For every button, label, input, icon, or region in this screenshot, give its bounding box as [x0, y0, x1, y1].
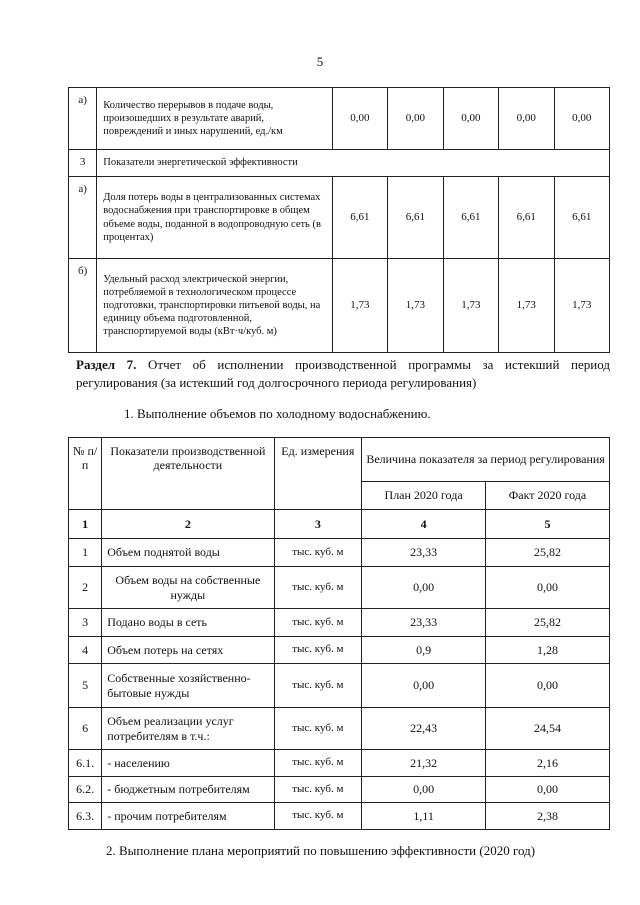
row-unit: тыс. куб. м: [274, 803, 362, 830]
table-row: [69, 88, 610, 150]
column-number: 1: [69, 510, 102, 539]
row-unit: тыс. куб. м: [274, 750, 362, 777]
section-title: Показатели энергетической эффективности: [97, 150, 610, 177]
row-plan: 22,43: [362, 708, 486, 750]
section-row: [69, 150, 610, 177]
indicator-value: 0,00: [332, 88, 387, 150]
header-row: [69, 438, 610, 482]
table-row: [69, 803, 610, 830]
row-fact: 0,00: [486, 664, 610, 708]
row-plan: 0,00: [362, 567, 486, 609]
row-plan: 1,11: [362, 803, 486, 830]
row-name: Объем потерь на сетях: [102, 637, 274, 664]
row-name: Собственные хозяйственно-бытовые нужды: [102, 664, 274, 708]
row-plan: 0,00: [362, 777, 486, 803]
header-unit: Ед. измерения: [274, 438, 362, 510]
row-unit: тыс. куб. м: [274, 539, 362, 567]
table-row: [69, 177, 610, 259]
column-number: 2: [102, 510, 274, 539]
row-plan: 23,33: [362, 539, 486, 567]
table-row: [69, 708, 610, 750]
header-name: Показатели производственной деятельности: [102, 438, 274, 510]
column-number: 4: [362, 510, 486, 539]
row-name: - бюджетным потребителям: [102, 777, 274, 803]
row-num: 6.3.: [69, 803, 102, 830]
row-letter: а): [69, 177, 97, 259]
row-num: 6: [69, 708, 102, 750]
header-fact: Факт 2020 года: [486, 482, 610, 510]
header-plan: План 2020 года: [362, 482, 486, 510]
row-num: 6.1.: [69, 750, 102, 777]
section-number: 3: [69, 150, 97, 177]
row-unit: тыс. куб. м: [274, 609, 362, 637]
table-row: [69, 750, 610, 777]
row-plan: 0,00: [362, 664, 486, 708]
indicator-name: Количество перерывов в подаче воды, произошедших в результате аварий, повреждений и иных нарушений, ед./км: [97, 88, 332, 150]
section-label: Раздел 7.: [76, 357, 137, 372]
indicator-value: 1,73: [499, 259, 554, 353]
row-fact: 25,82: [486, 609, 610, 637]
column-number: 3: [274, 510, 362, 539]
row-unit: тыс. куб. м: [274, 664, 362, 708]
table-row: [69, 664, 610, 708]
row-fact: 0,00: [486, 777, 610, 803]
table-row: [69, 259, 610, 353]
table-row: [69, 609, 610, 637]
row-name: - населению: [102, 750, 274, 777]
row-fact: 2,38: [486, 803, 610, 830]
row-name: Объем воды на собственные нужды: [102, 567, 274, 609]
row-fact: 2,16: [486, 750, 610, 777]
row-unit: тыс. куб. м: [274, 637, 362, 664]
indicator-value: 6,61: [443, 177, 498, 259]
indicator-value: 1,73: [443, 259, 498, 353]
row-num: 1: [69, 539, 102, 567]
row-name: Подано воды в сеть: [102, 609, 274, 637]
table-row: [69, 539, 610, 567]
table-row: [69, 567, 610, 609]
row-plan: 23,33: [362, 609, 486, 637]
indicators-table: [68, 87, 610, 353]
cold-water-table: [68, 437, 610, 830]
indicator-value: 0,00: [499, 88, 554, 150]
indicator-value: 6,61: [554, 177, 610, 259]
row-letter: а): [69, 88, 97, 150]
indicator-value: 1,73: [332, 259, 387, 353]
indicator-value: 1,73: [554, 259, 610, 353]
indicator-value: 6,61: [388, 177, 443, 259]
row-unit: тыс. куб. м: [274, 777, 362, 803]
subheading-cold-water: 1. Выполнение объемов по холодному водоснабжению.: [124, 406, 431, 421]
row-fact: 0,00: [486, 567, 610, 609]
row-num: 5: [69, 664, 102, 708]
row-name: Объем поднятой воды: [102, 539, 274, 567]
indicator-value: 0,00: [554, 88, 610, 150]
row-unit: тыс. куб. м: [274, 567, 362, 609]
header-num: № п/п: [69, 438, 102, 510]
row-fact: 1,28: [486, 637, 610, 664]
indicator-name: Доля потерь воды в централизованных системах водоснабжения при транспортировке в общем объеме воды, поданной в водопроводную сеть (в процентах): [97, 177, 332, 259]
row-fact: 25,82: [486, 539, 610, 567]
header-value: Величина показателя за период регулирования: [362, 438, 610, 482]
section-text: Отчет об исполнении производственной программы за истекший период регулирования (за истекший год долгосрочного периода регулирования): [76, 357, 610, 390]
row-name: Объем реализации услуг потребителям в т.ч.:: [102, 708, 274, 750]
indicator-name: Удельный расход электрической энергии, потребляемой в технологическом процессе подготовки, транспортировки питьевой воды, на единицу объема подготовленной, транспортируемой воды (кВт·ч/куб. м): [97, 259, 332, 353]
subheading-efficiency-plan: 2. Выполнение плана мероприятий по повышению эффективности (2020 год): [106, 843, 536, 858]
column-numbers-row: [69, 510, 610, 539]
indicator-value: 0,00: [443, 88, 498, 150]
table-row: [69, 637, 610, 664]
row-num: 6.2.: [69, 777, 102, 803]
indicator-value: 6,61: [332, 177, 387, 259]
row-plan: 21,32: [362, 750, 486, 777]
section-heading: [76, 356, 610, 391]
row-num: 3: [69, 609, 102, 637]
indicator-value: 6,61: [499, 177, 554, 259]
row-name: - прочим потребителям: [102, 803, 274, 830]
row-fact: 24,54: [486, 708, 610, 750]
indicator-value: 0,00: [388, 88, 443, 150]
column-number: 5: [486, 510, 610, 539]
indicator-value: 1,73: [388, 259, 443, 353]
row-num: 2: [69, 567, 102, 609]
row-unit: тыс. куб. м: [274, 708, 362, 750]
row-letter: б): [69, 259, 97, 353]
table-row: [69, 777, 610, 803]
page-number: 5: [316, 54, 324, 69]
row-plan: 0,9: [362, 637, 486, 664]
row-num: 4: [69, 637, 102, 664]
